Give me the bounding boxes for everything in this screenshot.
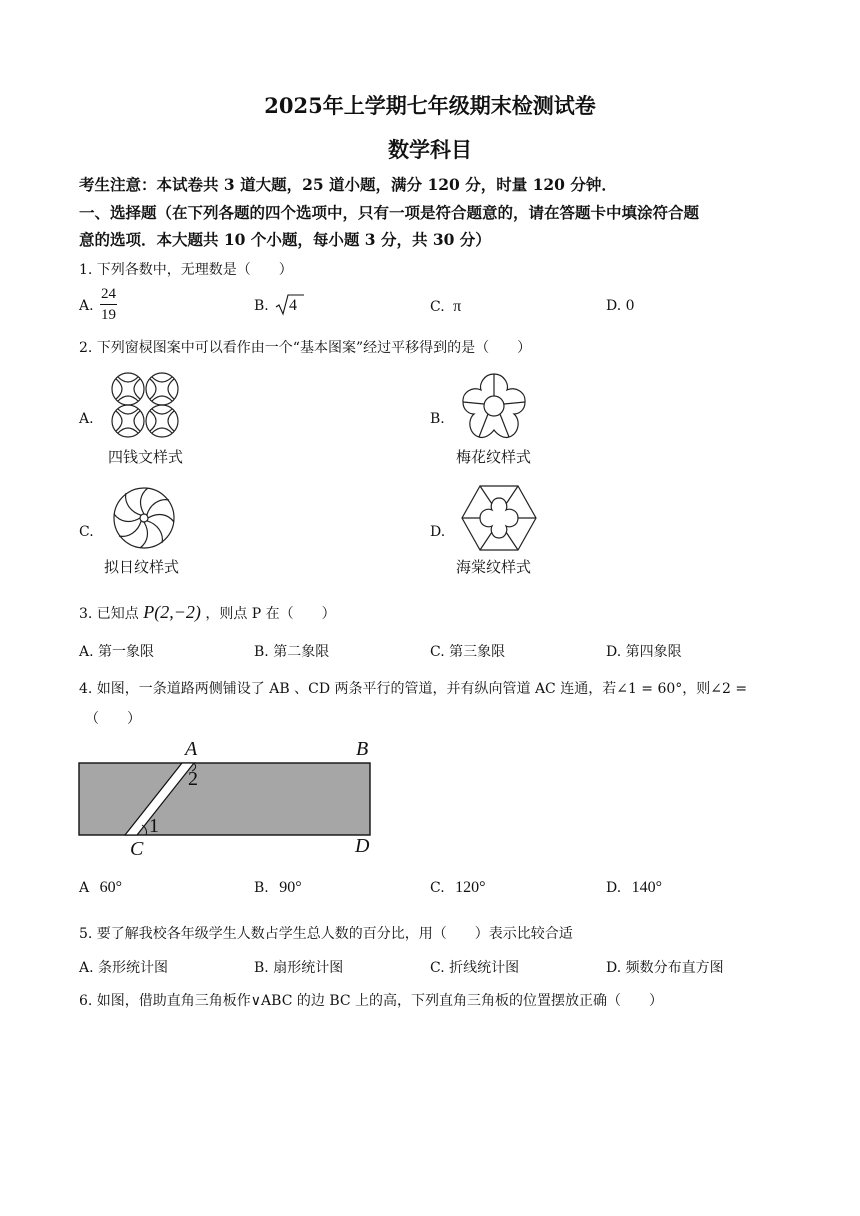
- q5-option-c[interactable]: C. 折线统计图: [430, 960, 520, 976]
- q5-option-b[interactable]: B. 扇形统计图: [254, 960, 344, 976]
- section-heading-line1: 一、选择题（在下列各题的四个选项中，只有一项是符合题意的，请在答题卡中填涂符合题: [79, 203, 700, 222]
- q5-stem: 5. 要了解我校各年级学生人数占学生总人数的百分比，用（ ）表示比较合适: [79, 926, 573, 942]
- q1-option-b[interactable]: [254, 298, 269, 314]
- q1-option-b-radicand: 4: [289, 297, 297, 314]
- q3-stem-suffix: ，则点 P 在（ ）: [205, 606, 336, 622]
- q2-option-b-caption: 梅花纹样式: [456, 448, 532, 466]
- figure-label-a: A: [185, 738, 198, 760]
- q3-option-b[interactable]: B. 第二象限: [254, 644, 330, 660]
- section-heading-line2: 意的选项．本大题共 10 个小题，每小题 3 分，共 30 分）: [79, 230, 491, 249]
- q2-option-d-caption: 海棠纹样式: [456, 558, 532, 576]
- q1-option-d[interactable]: D. 0: [606, 298, 635, 314]
- q2-option-d-label[interactable]: D.: [430, 524, 446, 540]
- figure-angle-label-2: 2: [188, 768, 198, 790]
- q3-stem-prefix: 3. 已知点: [79, 606, 139, 622]
- q4-option-d-label: D.: [606, 880, 622, 896]
- exam-notice: 考生注意：本试卷共 3 道大题，25 道小题，满分 120 分，时量 120 分钟．: [79, 175, 617, 194]
- q1-option-a-fraction: [100, 284, 117, 325]
- q1-option-a-label: A.: [79, 298, 94, 314]
- q2-option-a-caption: 四钱文样式: [108, 448, 184, 466]
- q3-stem: [79, 602, 336, 623]
- q4-option-d-value: 140°: [631, 879, 663, 896]
- q3-option-a[interactable]: A. 第一象限: [79, 644, 155, 660]
- sun-swirl-pattern-icon: [112, 486, 176, 550]
- q2-stem: 2. 下列窗棂图案中可以看作由一个“基本图案”经过平移得到的是（ ）: [79, 340, 532, 356]
- q1-option-c-label: C.: [430, 299, 445, 315]
- q4-option-a-label: A: [79, 880, 90, 896]
- fraction-numerator: 24: [100, 284, 117, 305]
- q4-stem-line1: 4. 如图，一条道路两侧铺设了 AB 、CD 两条平行的管道，并有纵向管道 AC 连通，若∠1 = 60°，则∠2 =: [79, 681, 748, 697]
- q1-option-c-value: π: [453, 298, 462, 315]
- q3-option-d[interactable]: D. 第四象限: [606, 644, 682, 660]
- q4-option-a[interactable]: [79, 879, 122, 897]
- q1-stem: 1. 下列各数中，无理数是（ ）: [79, 262, 293, 278]
- q5-option-a[interactable]: A. 条形统计图: [79, 960, 169, 976]
- pipes-road-figure: [70, 735, 390, 865]
- q4-option-a-value: 60°: [99, 879, 122, 896]
- plum-blossom-pattern-icon: [459, 372, 529, 440]
- q2-option-c-label[interactable]: C.: [79, 524, 94, 540]
- four-coins-pattern-icon: [110, 372, 180, 438]
- q4-option-d[interactable]: [606, 879, 662, 897]
- figure-label-c: C: [130, 838, 144, 860]
- q4-option-b-label: B.: [254, 880, 269, 896]
- q2-option-c-caption: 拟日纹样式: [104, 558, 180, 576]
- q3-option-c[interactable]: C. 第三象限: [430, 644, 506, 660]
- q2-option-a-label[interactable]: A.: [79, 411, 94, 427]
- q1-option-a[interactable]: [79, 298, 94, 314]
- figure-label-b: B: [356, 738, 369, 760]
- q1-option-b-label: B.: [254, 298, 269, 314]
- q1-option-c[interactable]: [430, 298, 461, 316]
- q3-point: P(2,−2): [143, 602, 201, 622]
- q2-option-b-label[interactable]: B.: [430, 411, 445, 427]
- figure-angle-label-1: 1: [149, 815, 159, 837]
- q4-option-c-value: 120°: [455, 879, 486, 896]
- subject-title: 数学科目: [388, 137, 472, 162]
- q4-stem-line2: （ ）: [85, 711, 141, 727]
- begonia-hexagon-pattern-icon: [460, 484, 538, 552]
- fraction-denominator: 19: [101, 307, 116, 323]
- q6-stem: 6. 如图，借助直角三角板作∨ABC 的边 BC 上的高，下列直角三角板的位置摆放正确（ ）: [79, 993, 664, 1009]
- figure-label-d: D: [355, 835, 370, 857]
- q4-option-b[interactable]: [254, 879, 302, 897]
- exam-title: 2025年上学期七年级期末检测试卷: [264, 93, 596, 118]
- q5-option-d[interactable]: D. 频数分布直方图: [606, 960, 724, 976]
- road-rectangle: [79, 763, 370, 835]
- q4-option-c-label: C.: [430, 880, 445, 896]
- q4-option-b-value: 90°: [279, 879, 302, 896]
- q4-option-c[interactable]: [430, 879, 486, 897]
